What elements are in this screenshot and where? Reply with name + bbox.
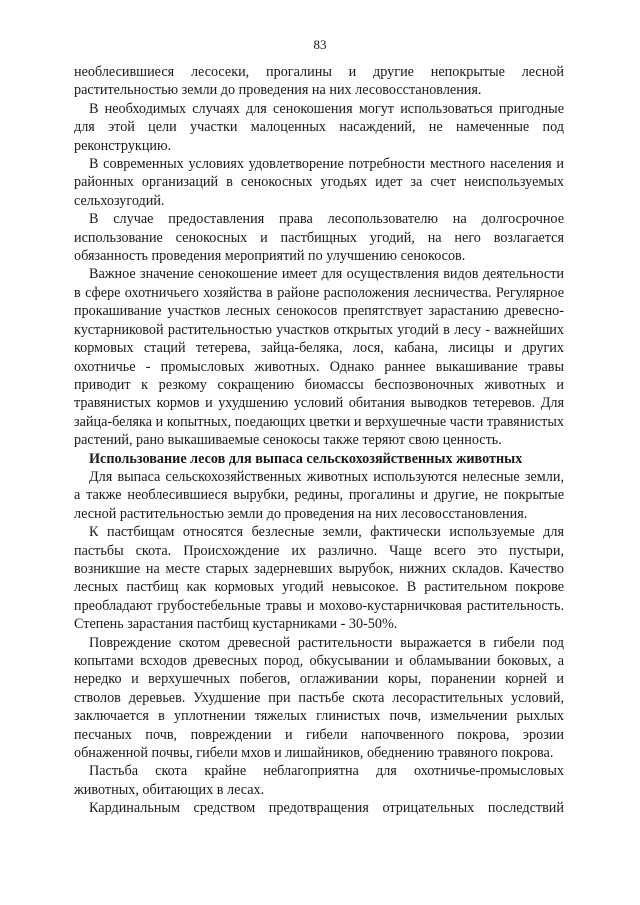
paragraph: Кардинальным средством предотвращения отрицательных последствий	[89, 800, 564, 817]
paragraph: Для выпаса сельскохозяйственных животных используются нелесные земли, а также необлесившиеся вырубки, редины, прогалины и другие, не покрытые лесной растительностью земли до проведения на них лесовосстановления.	[74, 468, 564, 522]
paragraph: В современных условиях удовлетворение потребности местного населения и районных организаций в сенокосных угодьях идет за счет неиспользуемых сельхозугодий.	[74, 156, 564, 209]
paragraph: Повреждение скотом древесной растительности выражается в гибели под копытами всходов древесных пород, обкусывании и обламывании боковых, а нередко и верхушечных побегов, оглаживании коры, поранении корней и стволов деревьев. Ухудшение при пастьбе скота лесорастительных условий, заключается в уплотнении тяжелых глинистых почв, измельчении рыхлых песчаных почв, повреждении и гибели напочвенного покрова, эрозии обнаженной почвы, гибели мхов и лишайников, обеднению травяного покрова.	[74, 634, 564, 762]
paragraph: В необходимых случаях для сенокошения могут использоваться пригодные для этой цели участки малоценных насаждений, не намеченные под реконструкцию.	[74, 100, 564, 154]
paragraph: Пастьба скота крайне неблагоприятна для охотничье-промысловых животных, обитающих в лесах.	[74, 763, 564, 798]
paragraph: необлесившиеся лесосеки, прогалины и другие непокрытые лесной растительностью земли до проведения на них лесовосстановления.	[74, 64, 564, 99]
section-heading: Использование лесов для выпаса сельскохозяйственных животных	[89, 450, 523, 467]
paragraph: К пастбищам относятся безлесные земли, фактически используемые для пастьбы скота. Происхождение их различно. Чаще всего это пустыри, возникшие на месте старых задерневших вырубок, нижних складов. Качество лесных пастбищ как кормовых угодий невысокое. В растительном покрове преобладают грубостебельные травы и мохово-кустарничковая растительность. Степень зарастания пастбищ кустарниками - 30-50%.	[74, 524, 564, 633]
paragraph: Важное значение сенокошение имеет для осуществления видов деятельности в сфере охотничьего хозяйства в районе расположения лесничества. Регулярное прокашивание участков лесных сенокосов препятствует зарастанию древесно-кустарниковой растительностью участков открытых угодий в лесу - важнейших кормовых стаций тетерева, зайца-беляка, лося, кабана, лисицы и других охотничье - промысловых животных. Однако раннее выкашивание травы приводит к резкому сокращению биомассы беспозвоночных животных и травянистых кормов и ухудшению условий обитания выводков тетеревов. Для зайца-беляка и копытных, поедающих цветки и верхушечные части травянистых растений, рано выкашиваемые сенокосы также теряют свою ценность.	[74, 266, 564, 449]
paragraph: В случае предоставления права лесопользователю на долгосрочное использование сенокосных и пастбищных угодий, на него возлагается обязанность проведения мероприятий по улучшению сенокосов.	[74, 211, 564, 265]
body-text	[74, 63, 564, 818]
page-number: 83	[313, 37, 327, 52]
